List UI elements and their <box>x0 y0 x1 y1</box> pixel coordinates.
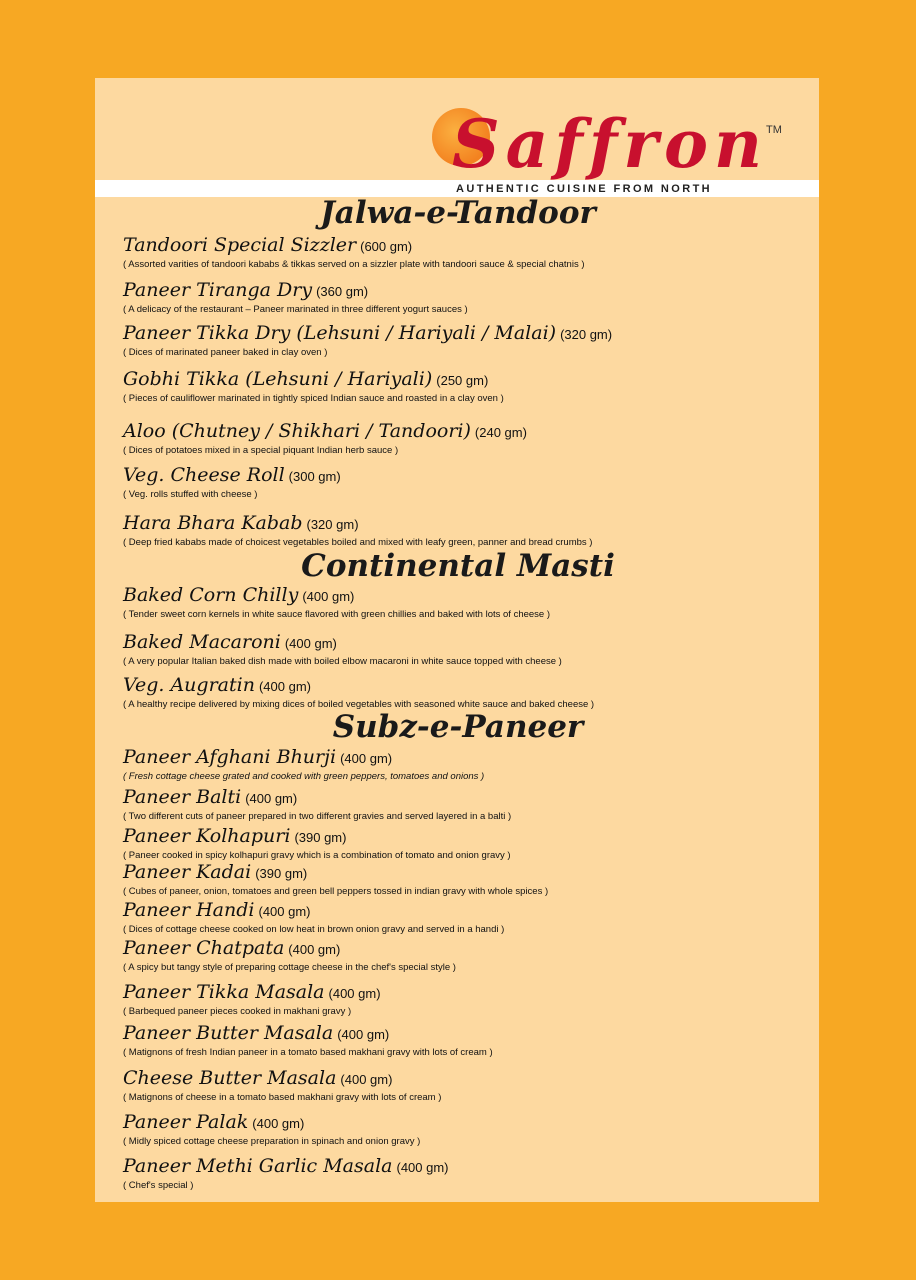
item-name: Paneer Kolhapuri <box>123 825 291 847</box>
section-title-tandoor: Jalwa-e-Tandoor <box>320 195 596 231</box>
menu-item <box>123 512 592 549</box>
item-weight: (240 gm) <box>474 425 527 440</box>
item-description: ( A spicy but tangy style of preparing cottage cheese in the chef's special style ) <box>123 962 456 973</box>
menu-item <box>123 981 381 1018</box>
menu-item <box>123 825 511 862</box>
item-weight: (250 gm) <box>436 373 489 388</box>
item-name: Hara Bhara Kabab <box>123 512 303 534</box>
item-description: ( Midly spiced cottage cheese preparation in spinach and onion gravy ) <box>123 1136 421 1147</box>
menu-item <box>123 861 548 898</box>
menu-item <box>123 368 504 405</box>
item-weight: (300 gm) <box>288 469 341 484</box>
section-title-continental: Continental Masti <box>301 548 615 584</box>
item-weight: (360 gm) <box>316 284 369 299</box>
item-name: Paneer Butter Masala <box>123 1022 334 1044</box>
menu-item <box>123 1155 449 1192</box>
item-description: ( Paneer cooked in spicy kolhapuri gravy which is a combination of tomato and onion gravy ) <box>123 850 511 861</box>
item-weight: (400 gm) <box>340 751 393 766</box>
item-description: ( Matignons of cheese in a tomato based makhani gravy with lots of cream ) <box>123 1092 442 1103</box>
menu-item <box>123 420 527 457</box>
menu-item <box>123 674 594 711</box>
item-weight: (400 gm) <box>340 1072 393 1087</box>
item-name: Aloo (Chutney / Shikhari / Tandoori) <box>123 420 471 442</box>
item-description: ( Chef's special ) <box>123 1180 194 1191</box>
item-description: ( Dices of potatoes mixed in a special piquant Indian herb sauce ) <box>123 445 399 456</box>
item-description: ( Barbequed paneer pieces cooked in makhani gravy ) <box>123 1006 352 1017</box>
item-name: Paneer Tikka Masala <box>123 981 325 1003</box>
item-name: Veg. Cheese Roll <box>123 464 285 486</box>
item-name: Paneer Afghani Bhurji <box>123 746 337 768</box>
item-description: ( Matignons of fresh Indian paneer in a tomato based makhani gravy with lots of cream ) <box>123 1047 493 1058</box>
item-weight: (400 gm) <box>258 904 311 919</box>
trademark: TM <box>766 124 782 136</box>
item-description: ( Dices of cottage cheese cooked on low heat in brown onion gravy and served in a handi ) <box>123 924 505 935</box>
item-weight: (400 gm) <box>302 589 355 604</box>
item-name: Paneer Tikka Dry (Lehsuni / Hariyali / Malai) <box>123 322 557 344</box>
menu-item <box>123 1022 493 1059</box>
brand-tagline: AUTHENTIC CUISINE FROM NORTH <box>456 183 713 195</box>
menu-item <box>123 746 484 783</box>
menu-item <box>123 1067 441 1104</box>
menu-item <box>123 584 550 621</box>
item-weight: (400 gm) <box>252 1116 305 1131</box>
menu-item <box>123 899 504 936</box>
menu-item <box>123 322 612 359</box>
item-name: Paneer Palak <box>123 1111 249 1133</box>
item-weight: (400 gm) <box>396 1160 449 1175</box>
item-description: ( Two different cuts of paneer prepared in two different gravies and served layered in a balti ) <box>123 811 512 822</box>
item-weight: (320 gm) <box>560 327 613 342</box>
item-description: ( Tender sweet corn kernels in white sauce flavored with green chillies and baked with lots of cheese ) <box>123 609 551 620</box>
item-name: Paneer Chatpata <box>123 937 285 959</box>
item-name: Baked Corn Chilly <box>123 584 299 606</box>
item-description: ( Cubes of paneer, onion, tomatoes and green bell peppers tossed in indian gravy with whole spices ) <box>123 886 549 897</box>
item-weight: (400 gm) <box>284 636 337 651</box>
item-weight: (320 gm) <box>306 517 359 532</box>
item-weight: (400 gm) <box>328 986 381 1001</box>
menu-item <box>123 937 456 974</box>
item-weight: (600 gm) <box>360 239 413 254</box>
item-description: ( Deep fried kababs made of choicest vegetables boiled and mixed with leafy green, panner and bread crumbs ) <box>123 537 593 548</box>
item-name: Paneer Balti <box>123 786 242 808</box>
menu-item <box>123 1111 420 1148</box>
item-weight: (400 gm) <box>337 1027 390 1042</box>
item-weight: (400 gm) <box>288 942 341 957</box>
item-description: ( Veg. rolls stuffed with cheese ) <box>123 489 258 500</box>
item-description: ( Dices of marinated paneer baked in clay oven ) <box>123 347 328 358</box>
menu-item <box>123 631 562 668</box>
item-weight: (400 gm) <box>258 679 311 694</box>
item-name: Paneer Methi Garlic Masala <box>123 1155 393 1177</box>
item-name: Tandoori Special Sizzler <box>123 234 357 256</box>
item-description: ( A delicacy of the restaurant – Paneer marinated in three different yogurt sauces ) <box>123 304 468 315</box>
item-description: ( A very popular Italian baked dish made with boiled elbow macaroni in white sauce topped with cheese ) <box>123 656 562 667</box>
item-name: Cheese Butter Masala <box>123 1067 337 1089</box>
menu-item <box>123 279 468 316</box>
item-weight: (390 gm) <box>255 866 308 881</box>
item-description: ( Pieces of cauliflower marinated in tightly spiced Indian sauce and roasted in a clay oven ) <box>123 393 504 404</box>
item-description: ( A healthy recipe delivered by mixing dices of boiled vegetables with seasoned white sauce and baked cheese ) <box>123 699 595 710</box>
menu-item <box>123 786 511 823</box>
item-name: Gobhi Tikka (Lehsuni / Hariyali) <box>123 368 433 390</box>
item-name: Baked Macaroni <box>123 631 281 653</box>
menu-item <box>123 464 341 501</box>
item-name: Veg. Augratin <box>123 674 255 696</box>
item-description: ( Fresh cottage cheese grated and cooked with green peppers, tomatoes and onions ) <box>123 771 485 782</box>
item-description: ( Assorted varities of tandoori kababs & tikkas served on a sizzler plate with tandoori sauce & special chatnis ) <box>123 259 585 270</box>
item-name: Paneer Kadai <box>123 861 252 883</box>
item-name: Paneer Tiranga Dry <box>123 279 313 301</box>
item-name: Paneer Handi <box>123 899 255 921</box>
item-weight: (400 gm) <box>245 791 298 806</box>
item-weight: (390 gm) <box>294 830 347 845</box>
section-title-paneer: Subz-e-Paneer <box>332 709 584 745</box>
menu-item <box>123 234 585 271</box>
brand-name: Saffron <box>452 105 768 183</box>
